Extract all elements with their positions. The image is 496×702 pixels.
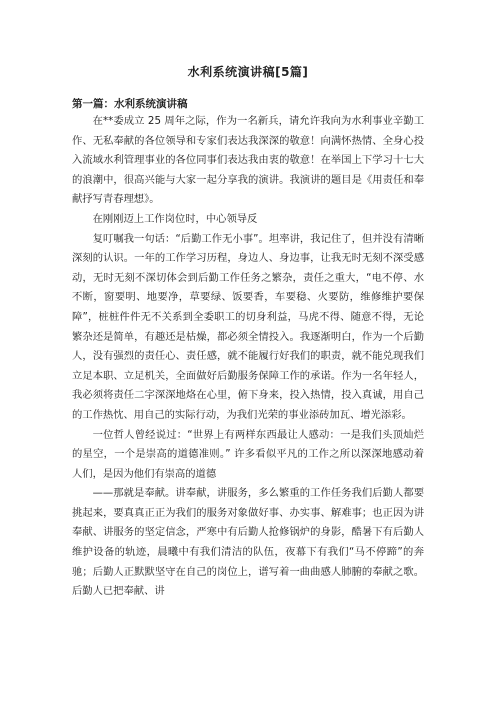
body-paragraph-5: ——那就是奉献。讲奉献，讲服务，多么繁重的工作任务我们后勤人都要挑起来，要真真正正为我们的服务对象做好事、办实事、解难事；也正因为讲奉献、讲服务的坚定信念，严寒中有后勤人抢修锅炉的身影，酷暑下有后勤人维护设备的轨迹，晨曦中有我们清洁的队伍，夜幕下有我们“马不停蹄”的奔驰；后勤人正默默坚守在自己的岗位上，谱写着一曲曲感人肺腑的奉献之歌。后勤人已把奉献、讲	[72, 487, 424, 598]
section-heading: 第一篇：水利系统演讲稿	[72, 98, 188, 110]
body-paragraph-3: 复叮嘱我一句话：“后勤工作无小事”。坦率讲，我记住了，但并没有清晰深刻的认识。一年的工作学习历程，身边人、身边事，让我无时无刻不深受感动，无时无刻不深切体会到后勤工作任务之繁杂，责任之重大，“电不停、水不断，窗要明、地要净，草要绿、饭要香，车要稳、火要防，维修维护要保障”，桩桩件件无不关系到全委职工的切身利益，马虎不得、随意不得，无论繁杂还是简单，有趣还是枯燥，都必须全情投入。我逐渐明白，作为一个后勤人，没有强烈的责任心、责任感，就不能履行好我们的职责，就不能兑现我们立足本职、立足机关，全面做好后勤服务保障工作的承诺。作为一名年轻人，我必须将责任二字深深地烙在心里，俯下身来，投入热情，投入真诚，用自己的工作热忱、用自己的实际行动，为我们光荣的事业添砖加瓦、增光添彩。	[72, 232, 424, 421]
body-paragraph-2: 在刚刚迈上工作岗位时，中心领导反	[92, 212, 258, 225]
body-paragraph-4: 一位哲人曾经说过：“世界上有两样东西最让人感动：一是我们头顶灿烂的星空，一个是崇高的道德准则。” 许多看似平凡的工作之所以深深地感动着人们，是因为他们有崇高的道德	[72, 428, 424, 480]
document-title: 水利系统演讲稿[5篇]	[187, 65, 309, 79]
body-paragraph-1: 在**委成立 25 周年之际，作为一名新兵，请允许我向为水利事业辛勤工作、无私奉献的各位领导和专家们表达我深深的敬意！向满怀热情、全身心投入流域水利管理事业的各位同事们表达我由衷的敬意！在举国上下学习十七大的浪潮中，很高兴能与大家一起分享我的演讲。我演讲的题目是《用责任和奉献抒写青春理想》。	[72, 115, 424, 206]
